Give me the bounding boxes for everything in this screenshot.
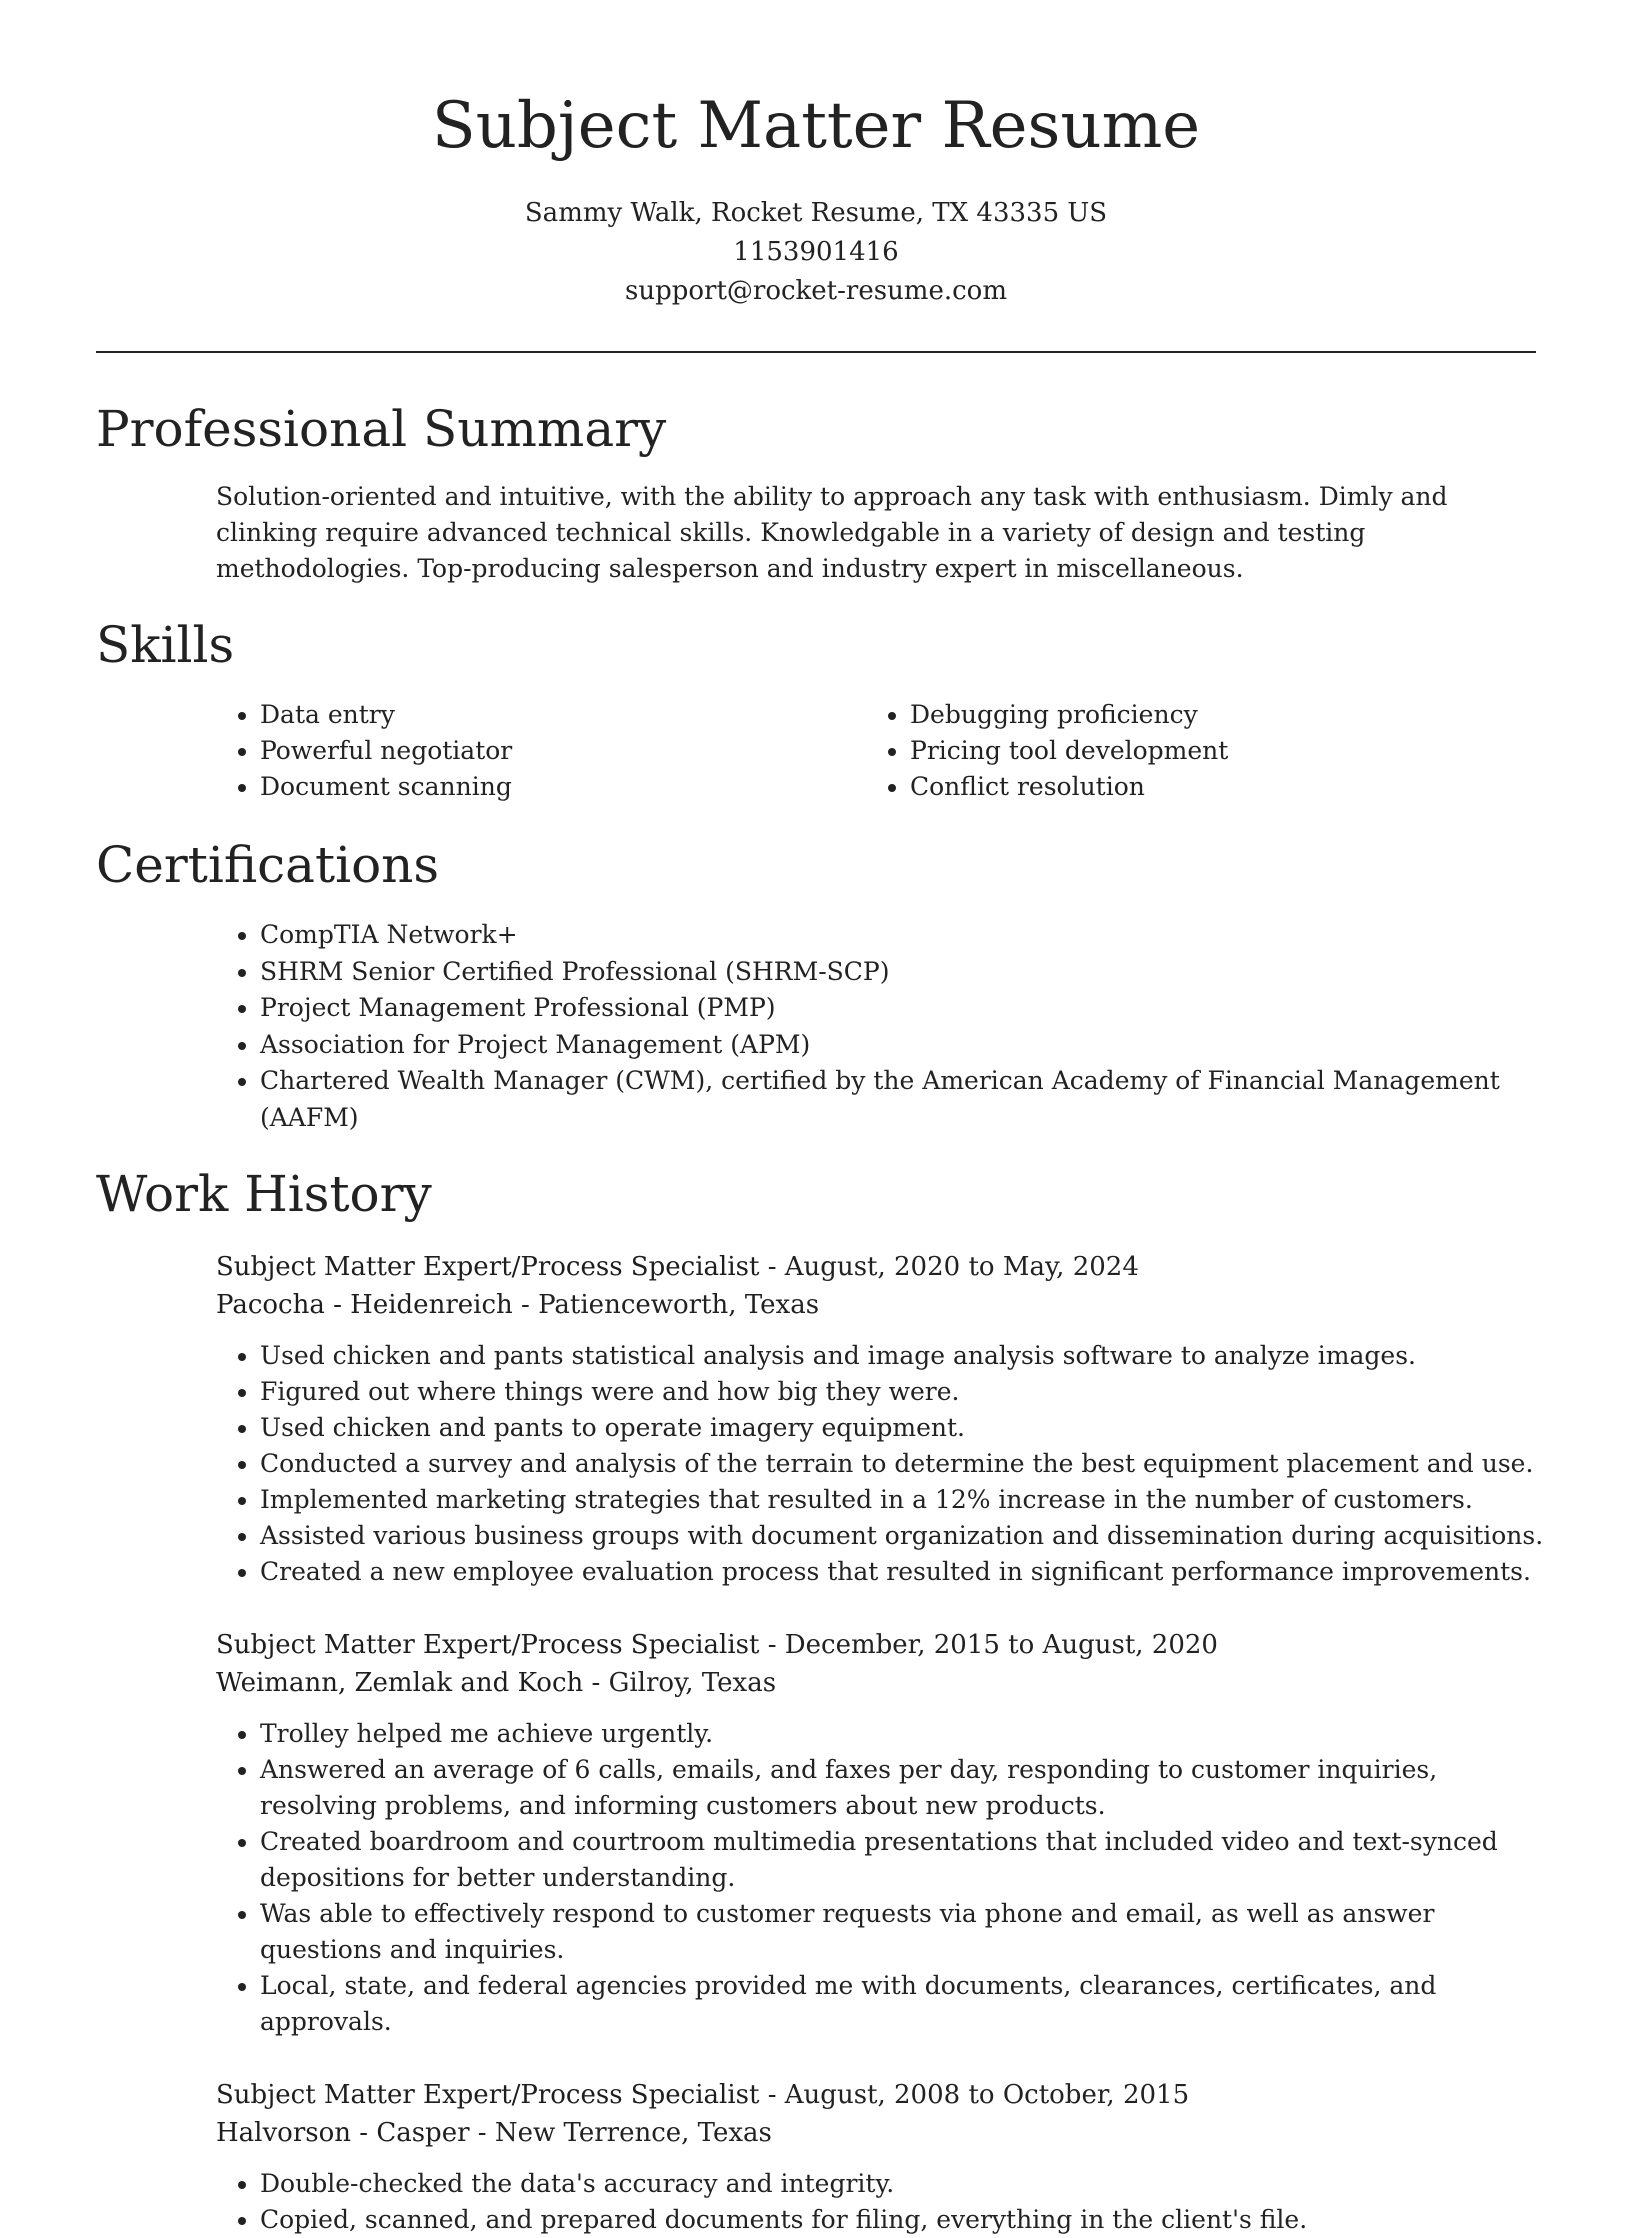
certification-item: • CompTIA Network+ [260, 917, 1536, 954]
job-end-date: August, 2020 [1042, 1630, 1218, 1660]
summary-text: Solution-oriented and intuitive, with the ability to approach any task with enthusiasm. Dimly and clinking require advanced technical skills. Knowledgable in a variety of design and testing methodologies. Top-producing salesperson and industry expert in miscellaneous. [216, 482, 1448, 583]
job-bullet: • Used chicken and pants statistical analysis and image analysis software to analyze images. [260, 1338, 1556, 1374]
job-title-line: Subject Matter Expert/Process Specialist - December, 2015 to August, 2020 [216, 1630, 1218, 1660]
job-company-line: Pacocha - Heidenreich - Patienceworth, Texas [216, 1290, 820, 1320]
contact-address: Sammy Walk, Rocket Resume, TX 43335 US [524, 198, 1108, 228]
job-bullet: • Figured out where things were and how big they were. [260, 1374, 1556, 1410]
skills-column-right [866, 697, 1516, 805]
skills-heading: Skills [96, 616, 235, 674]
job-bullet: • Was able to effectively respond to customer requests via phone and email, as well as answer questions and inquiries. [260, 1896, 1556, 1968]
job-bullet: • Conducted a survey and analysis of the terrain to determine the best equipment placement and use. [260, 1446, 1556, 1482]
job-location: Gilroy, Texas [608, 1668, 777, 1698]
resume-header [96, 0, 1536, 353]
skill-item: • Powerful negotiator [260, 733, 866, 769]
job-end-date: May, 2024 [1002, 1252, 1139, 1282]
job-company-line: Weimann, Zemlak and Koch - Gilroy, Texas [216, 1668, 777, 1698]
job-start-date: December, 2015 [784, 1630, 1000, 1660]
job-company-line: Halvorson - Casper - New Terrence, Texas [216, 2118, 772, 2148]
job-title-line: Subject Matter Expert/Process Specialist - August, 2020 to May, 2024 [216, 1252, 1139, 1282]
header-divider [96, 351, 1536, 353]
job-bullet: • Implemented marketing strategies that resulted in a 12% increase in the number of customers. [260, 1482, 1556, 1518]
job-title-line: Subject Matter Expert/Process Specialist - August, 2008 to October, 2015 [216, 2080, 1190, 2110]
job-bullet: • Trolley helped me achieve urgently. [260, 1716, 1556, 1752]
certification-item: • SHRM Senior Certified Professional (SHRM-SCP) [260, 954, 1536, 991]
certifications-list [216, 917, 1536, 1136]
certifications-heading: Certifications [96, 836, 440, 894]
skill-item: • Pricing tool development [910, 733, 1516, 769]
skills-column-left [216, 697, 866, 805]
work-history-heading: Work History [96, 1165, 432, 1223]
certification-item: • Project Management Professional (PMP) [260, 990, 1536, 1027]
job-bullet: • Answered an average of 6 calls, emails, and faxes per day, responding to customer inquiries, resolving problems, and informing customers about new products. [260, 1752, 1556, 1824]
job-start-date: August, 2008 [784, 2080, 961, 2110]
job-bullet: • Local, state, and federal agencies provided me with documents, clearances, certificates, and approvals. [260, 1968, 1556, 2040]
certification-item: • Association for Project Management (APM) [260, 1027, 1536, 1064]
job-bullet: • Used chicken and pants to operate imagery equipment. [260, 1410, 1556, 1446]
job-role: Subject Matter Expert/Process Specialist [216, 1630, 760, 1660]
contact-phone: 1153901416 [733, 237, 899, 267]
job-role: Subject Matter Expert/Process Specialist [216, 2080, 760, 2110]
job-bullet: • Created a new employee evaluation process that resulted in significant performance improvements. [260, 1554, 1556, 1590]
job-company: Halvorson - Casper [216, 2118, 470, 2148]
skill-item: • Document scanning [260, 769, 866, 805]
job-start-date: August, 2020 [784, 1252, 961, 1282]
contact-email: support@rocket-resume.com [624, 276, 1007, 306]
job-bullet: • Copied, scanned, and prepared documents for filing, everything in the client's file. [260, 2202, 1556, 2238]
skill-item: • Debugging proficiency [910, 697, 1516, 733]
skills-grid [216, 697, 1536, 805]
skill-item: • Conflict resolution [910, 769, 1516, 805]
job-company: Weimann, Zemlak and Koch [216, 1668, 584, 1698]
job-location: Patienceworth, Texas [538, 1290, 820, 1320]
summary-heading: Professional Summary [96, 400, 667, 458]
job-bullet: • Double-checked the data's accuracy and integrity. [260, 2166, 1556, 2202]
job-entry [216, 2076, 1536, 2238]
certification-item: • Chartered Wealth Manager (CWM), certified by the American Academy of Financial Management (AAFM) [260, 1063, 1536, 1136]
job-bullets [216, 1338, 1556, 1590]
job-bullet: • Created boardroom and courtroom multimedia presentations that included video and text-synced depositions for better understanding. [260, 1824, 1556, 1896]
contact-info [96, 194, 1536, 311]
job-company: Pacocha - Heidenreich [216, 1290, 513, 1320]
job-end-date: October, 2015 [1002, 2080, 1190, 2110]
job-bullets [216, 1716, 1556, 2040]
job-entry [216, 1248, 1544, 1590]
job-bullets [216, 2166, 1556, 2238]
skill-item: • Data entry [260, 697, 866, 733]
resume-name: Subject Matter Resume [431, 89, 1201, 163]
job-location: New Terrence, Texas [494, 2118, 772, 2148]
job-bullet: • Assisted various business groups with document organization and dissemination during acquisitions. [260, 1518, 1556, 1554]
job-entry [216, 1626, 1536, 2040]
resume-page [96, 0, 1544, 2238]
job-role: Subject Matter Expert/Process Specialist [216, 1252, 760, 1282]
